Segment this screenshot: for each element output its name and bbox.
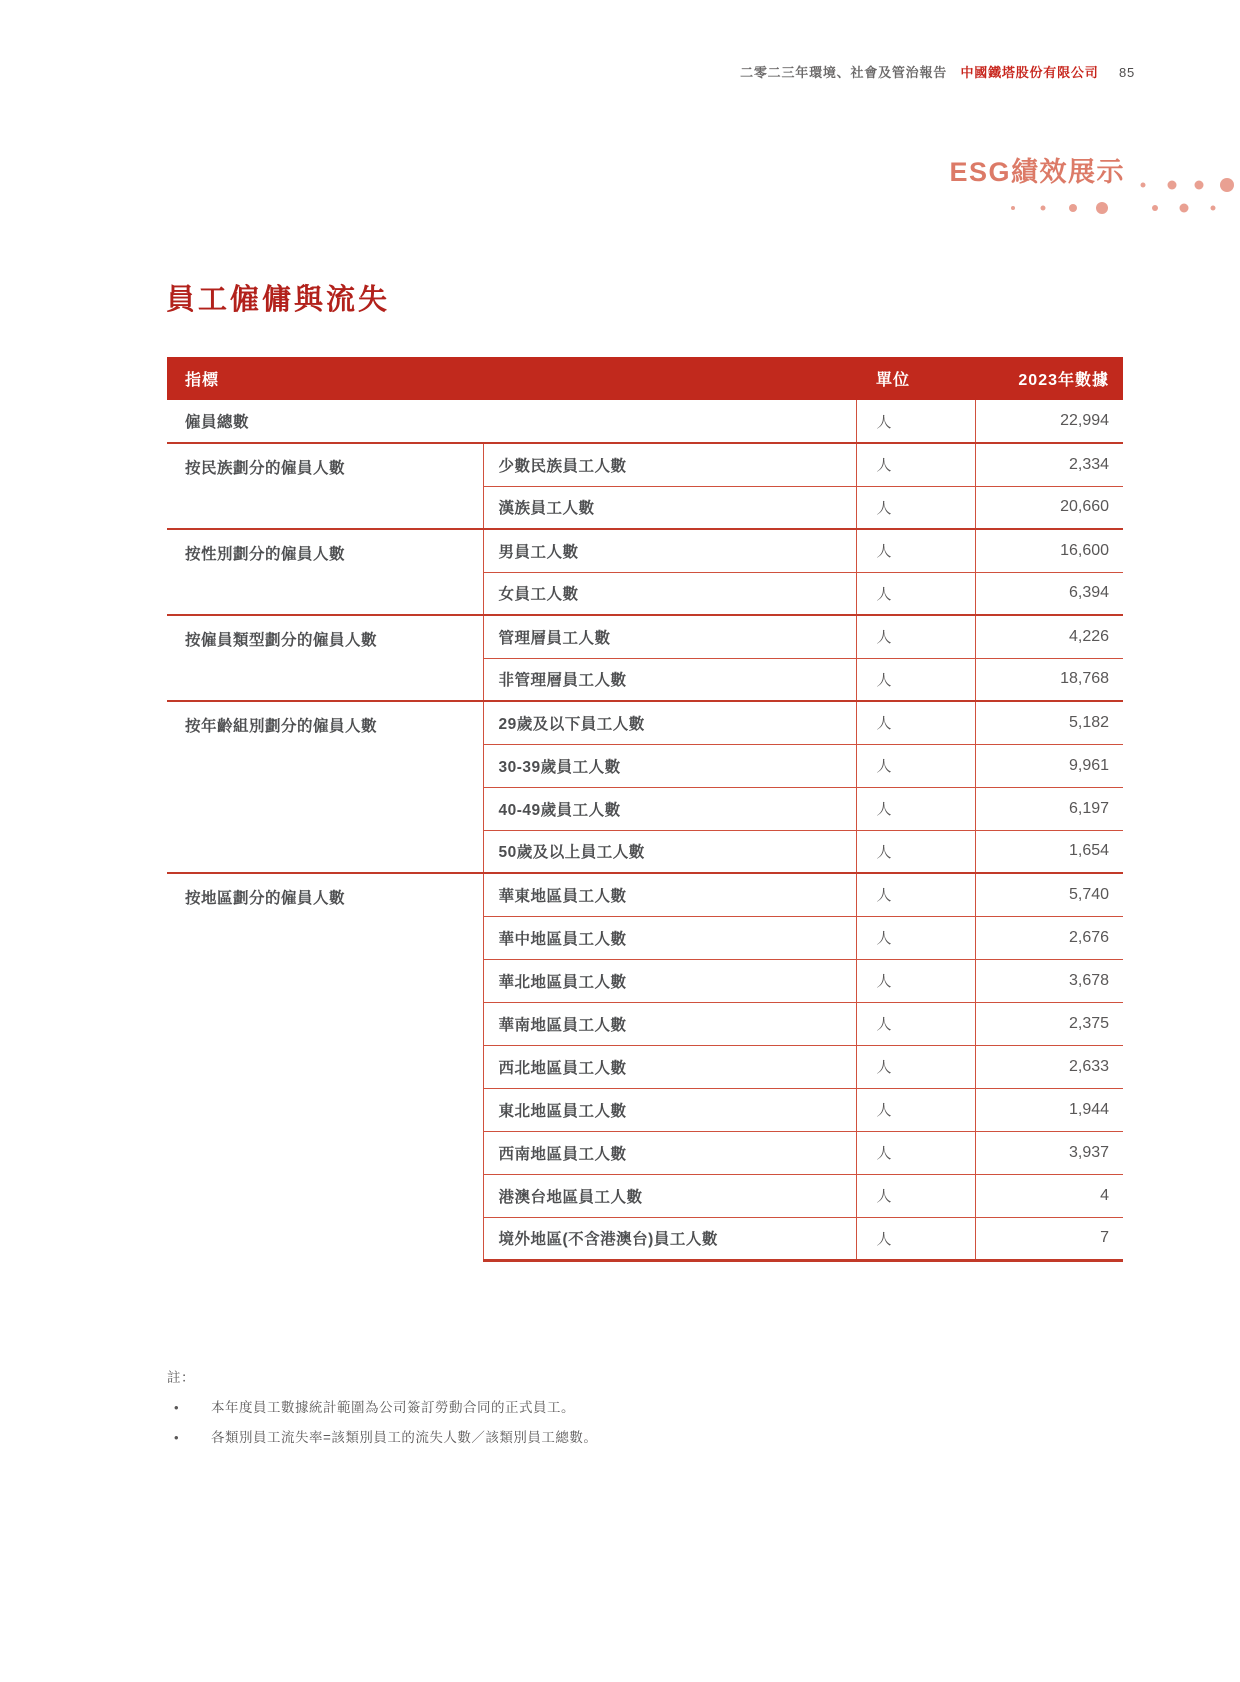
value-cell: 5,740 (975, 873, 1123, 916)
indicator-sub-cell: 東北地區員工人數 (483, 1088, 856, 1131)
esg-section-banner: ESG績效展示 (949, 157, 1125, 187)
indicator-sub-cell: 女員工人數 (483, 572, 856, 615)
value-cell: 3,678 (975, 959, 1123, 1002)
bullet-icon: • (174, 1400, 180, 1415)
indicator-sub-cell: 非管理層員工人數 (483, 658, 856, 701)
company-name: 中國鐵塔股份有限公司 (960, 65, 1099, 80)
unit-cell: 人 (856, 1174, 975, 1217)
unit-cell: 人 (856, 400, 975, 443)
table-row (167, 873, 1123, 916)
table-row (167, 443, 1123, 486)
unit-cell: 人 (856, 744, 975, 787)
column-header-indicator: 指標 (167, 357, 856, 400)
value-cell: 4,226 (975, 615, 1123, 658)
footnote-item (167, 1429, 1007, 1447)
value-cell: 16,600 (975, 529, 1123, 572)
unit-cell: 人 (856, 830, 975, 873)
indicator-group-cell: 按性別劃分的僱員人數 (167, 529, 483, 615)
indicator-sub-cell: 30-39歲員工人數 (483, 744, 856, 787)
value-cell: 22,994 (975, 400, 1123, 443)
indicator-sub-cell: 港澳台地區員工人數 (483, 1174, 856, 1217)
value-cell: 1,654 (975, 830, 1123, 873)
indicator-group-cell: 按年齡組別劃分的僱員人數 (167, 701, 483, 873)
indicator-group-cell: 按僱員類型劃分的僱員人數 (167, 615, 483, 701)
indicator-sub-cell: 漢族員工人數 (483, 486, 856, 529)
footnotes-heading: 註： (167, 1370, 195, 1385)
value-cell: 5,182 (975, 701, 1123, 744)
indicator-sub-cell: 29歲及以下員工人數 (483, 701, 856, 744)
unit-cell: 人 (856, 873, 975, 916)
indicator-sub-cell: 管理層員工人數 (483, 615, 856, 658)
indicator-sub-cell: 境外地區(不含港澳台)員工人數 (483, 1217, 856, 1260)
indicator-sub-cell: 華南地區員工人數 (483, 1002, 856, 1045)
indicator-group-cell: 按地區劃分的僱員人數 (167, 873, 483, 1260)
value-cell: 4 (975, 1174, 1123, 1217)
column-header-unit: 單位 (856, 357, 975, 400)
unit-cell: 人 (856, 959, 975, 1002)
unit-cell: 人 (856, 572, 975, 615)
table-header-row (167, 357, 1123, 400)
page-title: 員工僱傭與流失 (166, 284, 391, 316)
indicator-sub-cell: 華東地區員工人數 (483, 873, 856, 916)
table-row (167, 400, 1123, 443)
unit-cell: 人 (856, 701, 975, 744)
unit-cell: 人 (856, 486, 975, 529)
unit-cell: 人 (856, 529, 975, 572)
footnote-item (167, 1399, 1007, 1417)
employee-data-table (167, 357, 1123, 1262)
indicator-sub-cell: 華北地區員工人數 (483, 959, 856, 1002)
value-cell: 18,768 (975, 658, 1123, 701)
page-number: 85 (1118, 65, 1135, 80)
indicator-group-cell: 僱員總數 (185, 414, 250, 431)
unit-cell: 人 (856, 1045, 975, 1088)
table-row (167, 529, 1123, 572)
value-cell: 2,334 (975, 443, 1123, 486)
table-row (167, 701, 1123, 744)
indicator-sub-cell: 西南地區員工人數 (483, 1131, 856, 1174)
footnote-text: 各類別員工流失率=該類別員工的流失人數／該類別員工總數。 (211, 1430, 598, 1446)
indicator-group-cell: 按民族劃分的僱員人數 (167, 443, 483, 529)
indicator-sub-cell: 40-49歲員工人數 (483, 787, 856, 830)
indicator-sub-cell: 少數民族員工人數 (483, 443, 856, 486)
value-cell: 2,375 (975, 1002, 1123, 1045)
footnotes (167, 1366, 1007, 1459)
value-cell: 6,394 (975, 572, 1123, 615)
document-header (0, 62, 1135, 81)
indicator-sub-cell: 男員工人數 (483, 529, 856, 572)
value-cell: 2,676 (975, 916, 1123, 959)
indicator-sub-cell: 50歲及以上員工人數 (483, 830, 856, 873)
indicator-sub-cell: 西北地區員工人數 (483, 1045, 856, 1088)
bullet-icon: • (174, 1430, 180, 1446)
value-cell: 2,633 (975, 1045, 1123, 1088)
unit-cell: 人 (856, 1217, 975, 1260)
unit-cell: 人 (856, 787, 975, 830)
unit-cell: 人 (856, 916, 975, 959)
unit-cell: 人 (856, 615, 975, 658)
unit-cell: 人 (856, 1002, 975, 1045)
unit-cell: 人 (856, 658, 975, 701)
value-cell: 1,944 (975, 1088, 1123, 1131)
value-cell: 6,197 (975, 787, 1123, 830)
column-header-value: 2023年數據 (975, 357, 1123, 400)
unit-cell: 人 (856, 1131, 975, 1174)
report-title: 二零二三年環境、社會及管治報告 (740, 65, 948, 80)
value-cell: 3,937 (975, 1131, 1123, 1174)
unit-cell: 人 (856, 1088, 975, 1131)
unit-cell: 人 (856, 443, 975, 486)
footnote-text: 本年度員工數據統計範圍為公司簽訂勞動合同的正式員工。 (211, 1400, 575, 1415)
indicator-sub-cell: 華中地區員工人數 (483, 916, 856, 959)
value-cell: 20,660 (975, 486, 1123, 529)
value-cell: 7 (975, 1217, 1123, 1260)
value-cell: 9,961 (975, 744, 1123, 787)
decorative-dots-icon (1000, 168, 1240, 220)
table-row (167, 615, 1123, 658)
